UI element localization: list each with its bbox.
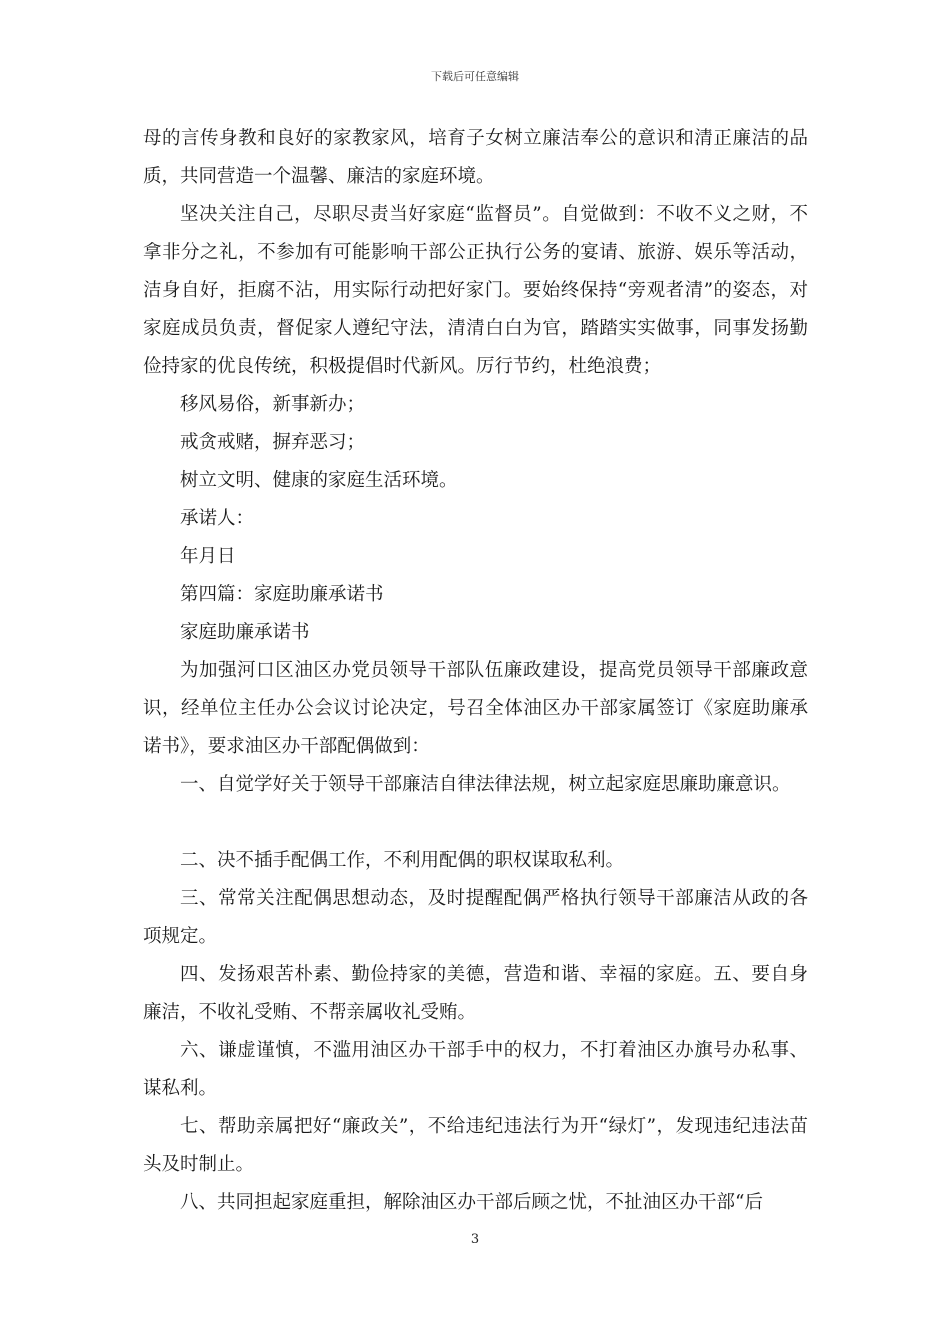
paragraph-customs: 移风易俗，新事新办； [180, 394, 366, 415]
body-text [143, 120, 808, 1222]
paragraph-intro: 为加强河口区油区办党员领导干部队伍廉政建设，提高党员领导干部廉政意识，经单位主任办公会议讨论决定，号召全体油区办干部家属签订《家庭助廉承诺书》，要求油区办干部配偶做到： [143, 660, 808, 757]
signatory-label: 承诺人： [180, 508, 255, 529]
item-8: 八、共同担起家庭重担，解除油区办干部后顾之忧，不扯油区办干部“后 [180, 1192, 763, 1213]
item-1: 一、自觉学好关于领导干部廉洁自律法律法规，树立起家庭思廉助廉意识。 [180, 774, 791, 795]
document-title: 家庭助廉承诺书 [180, 622, 310, 643]
date-label: 年月日 [180, 546, 236, 567]
spacer [143, 804, 808, 842]
paragraph-vices: 戒贪戒赌，摒弃恶习； [180, 432, 366, 453]
item-6: 六、谦虚谨慎，不滥用油区办干部手中的权力，不打着油区办旗号办私事、谋私利。 [143, 1040, 808, 1099]
item-3: 三、常常关注配偶思想动态，及时提醒配偶严格执行领导干部廉洁从政的各项规定。 [143, 888, 808, 947]
item-4-5: 四、发扬艰苦朴素、勤俭持家的美德，营造和谐、幸福的家庭。五、要自身廉洁，不收礼受贿、不帮亲属收礼受贿。 [143, 964, 808, 1023]
paragraph-supervisor: 坚决关注自己，尽职尽责当好家庭“监督员”。自觉做到：不收不义之财，不拿非分之礼，不参加有可能影响干部公正执行公务的宴请、旅游、娱乐等活动，洁身自好，拒腐不沾，用实际行动把好家门。要始终保持“旁观者清”的姿态，对家庭成员负责，督促家人遵纪守法，清清白白为官，踏踏实实做事，同事发扬勤俭持家的优良传统，积极提倡时代新风。厉行节约，杜绝浪费； [143, 204, 808, 377]
paragraph-environment: 树立文明、健康的家庭生活环境。 [180, 470, 458, 491]
section-heading: 第四篇：家庭助廉承诺书 [180, 584, 384, 605]
paragraph-continuation: 母的言传身教和良好的家教家风，培育子女树立廉洁奉公的意识和清正廉洁的品质，共同营造一个温馨、廉洁的家庭环境。 [143, 128, 808, 187]
item-7: 七、帮助亲属把好“廉政关”，不给违纪违法行为开“绿灯”，发现违纪违法苗头及时制止。 [143, 1116, 808, 1175]
item-2: 二、决不插手配偶工作，不利用配偶的职权谋取私利。 [180, 850, 625, 871]
page-header: 下载后可任意编辑 [431, 70, 519, 83]
page-number: 3 [470, 1232, 480, 1247]
